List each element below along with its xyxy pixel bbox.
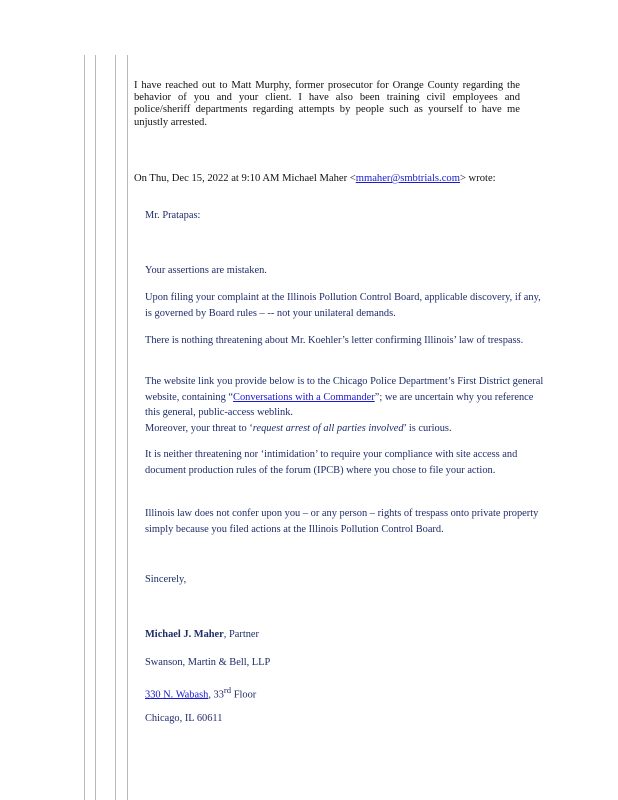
address: 330 N. Wabash, 33rd Floor <box>145 685 257 701</box>
paragraph-5: It is neither threatening nor ‘intimidation’ to require your compliance with site access and document production rules of the forum (IPCB) where you chose to file your action. <box>145 449 518 476</box>
paragraph-2: Upon filing your complaint at the Illinois Pollution Control Board, applicable discovery, if any, is governed by Board rules – -- not your unilateral demands. <box>145 292 541 319</box>
paragraph-6: Illinois law does not confer upon you – or any person – rights of trespass onto private property simply because you filed actions at the Illinois Pollution Control Board. <box>145 508 539 535</box>
quote-bar-3 <box>115 55 116 800</box>
quote-bar-1 <box>84 55 85 800</box>
quote-bar-4 <box>127 55 128 800</box>
sender-email-link[interactable]: mmaher@smbtrials.com <box>355 173 460 184</box>
paragraph-1: Your assertions are mistaken. <box>145 265 267 276</box>
closing: Sincerely, <box>145 574 187 585</box>
quote-header-suffix: > wrote: <box>459 173 496 184</box>
reply-body: I have reached out to Matt Murphy, former prosecutor for Orange County regarding the behavior of you and your client. I have also been training civil employees and police/sheriff departments regarding attempts by people such as yourself to have me unjustly arrested. <box>134 80 520 128</box>
salutation: Mr. Pratapas: <box>145 210 201 221</box>
firm-name: Swanson, Martin & Bell, LLP <box>145 657 271 668</box>
address-link[interactable]: 330 N. Wabash <box>145 689 209 701</box>
paragraph-4: The website link you provide below is to the Chicago Police Department’s First District general website, containing “Conversations with a Commander”; we are uncertain why you reference this general, public-access weblink. Moreover, your threat to ‘request arrest of all parties involved’ is curious. <box>145 376 544 434</box>
conversations-link[interactable]: Conversations with a Commander <box>233 391 375 403</box>
quote-header <box>134 173 520 185</box>
city: Chicago, IL 60611 <box>145 713 223 724</box>
signature-name: Michael J. Maher, Partner <box>145 629 259 640</box>
quote-bar-2 <box>95 55 96 800</box>
quote-header-prefix: On Thu, Dec 15, 2022 at 9:10 AM Michael Maher < <box>134 173 356 184</box>
paragraph-3: There is nothing threatening about Mr. Koehler’s letter confirming Illinois’ law of trespass. <box>145 335 524 346</box>
